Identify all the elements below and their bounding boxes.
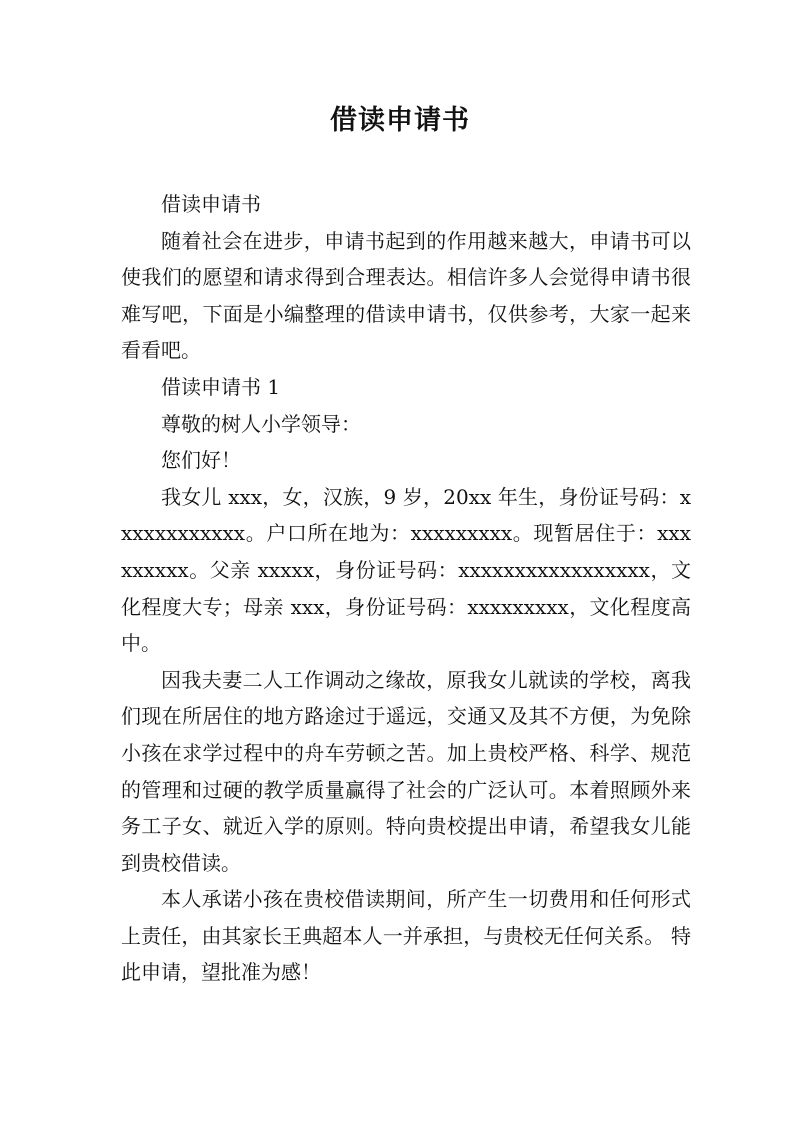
paragraph-reason: 因我夫妻二人工作调动之缘故，原我女儿就读的学校，离我们现在所居住的地方路途过于遥远，交通又及其不方便，为免除小孩在求学过程中的舟车劳顿之苦。加上贵校严格、科学、规范的管理和过硬的教学质量赢得了社会的广泛认可。本着照顾外来务工子女、就近入学的原则。特向贵校提出申请，希望我女儿能到贵校借读。 <box>121 667 691 875</box>
paragraph-salutation: 尊敬的树人小学领导： <box>161 411 361 436</box>
paragraph-heading: 借读申请书 <box>161 192 261 216</box>
paragraph-intro: 随着社会在进步，申请书起到的作用越来越大，申请书可以使我们的愿望和请求得到合理表达。相信许多人会觉得申请书很难写吧，下面是小编整理的借读申请书，仅供参考，大家一起来看看吧。 <box>121 228 691 363</box>
paragraph-greeting: 您们好！ <box>161 448 241 473</box>
paragraph-applicant-info: 我女儿 xxx，女，汉族，9 岁，20xx 年生，身份证号码：xxxxxxxxxxxx。户口所在地为：xxxxxxxxx。现暂居住于：xxxxxxxxx。父亲 xxxxx，身份证号码：xxxxxxxxxxxxxxxxx，文化程度大专；母亲 xxx，身份证号码：xxxxxxxxx，文化程度高中。 <box>121 484 691 656</box>
paragraph-commitment: 本人承诺小孩在贵校借读期间，所产生一切费用和任何形式上责任，由其家长王典超本人一并承担，与贵校无任何关系。 特此申请，望批准为感！ <box>121 887 691 985</box>
document-title: 借读申请书 <box>330 105 470 136</box>
document-body <box>121 186 691 991</box>
paragraph-subheading: 借读申请书 1 <box>161 374 281 399</box>
